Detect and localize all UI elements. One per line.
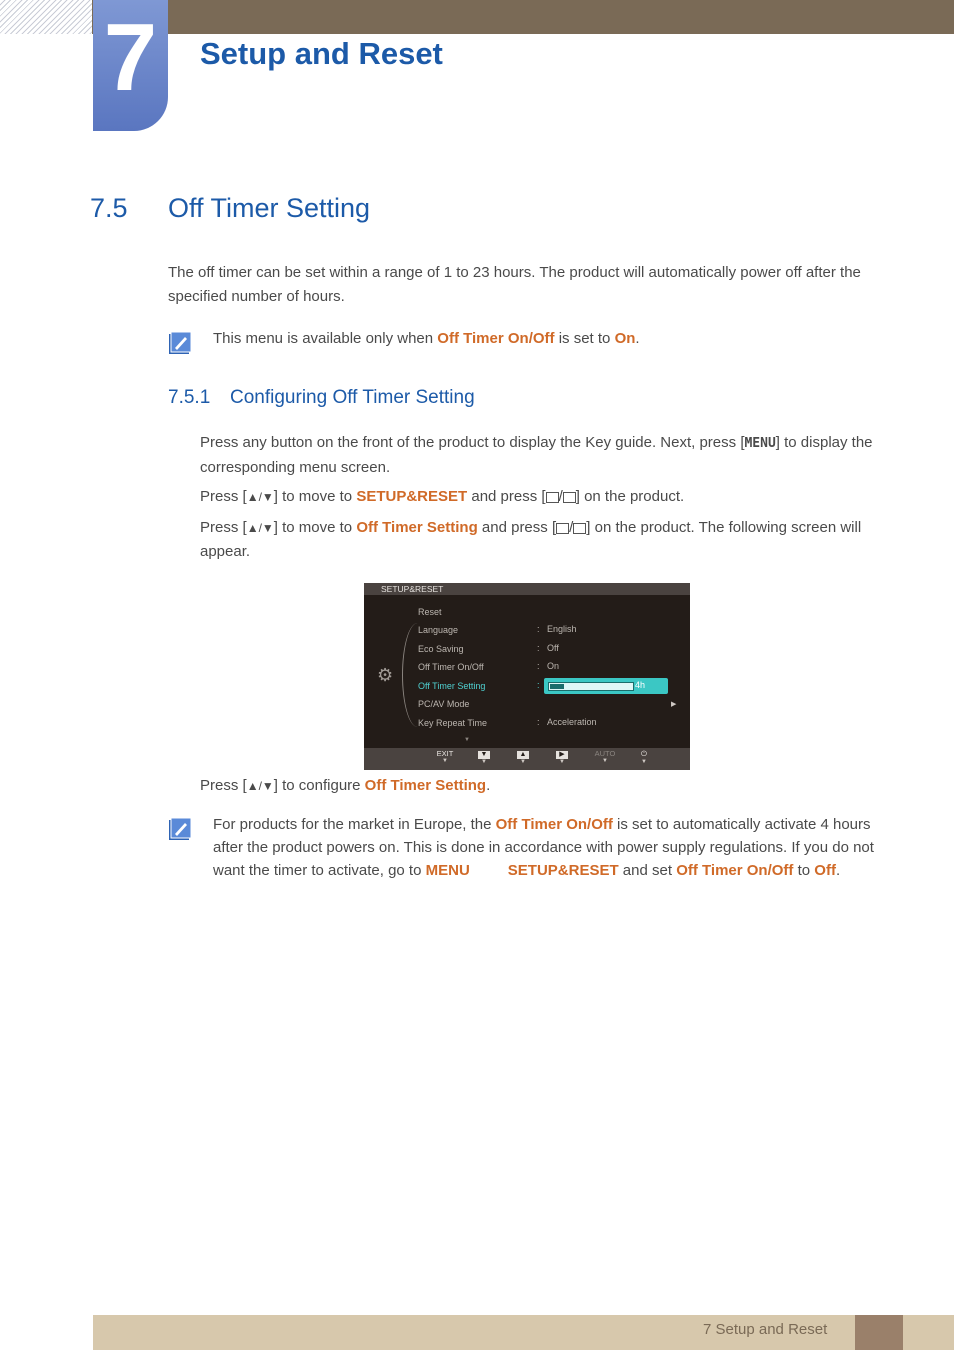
osd-item-reset: Reset	[418, 607, 442, 617]
footer-page-block	[855, 1315, 903, 1350]
play-arrow-icon: ▶	[556, 751, 568, 759]
osd-up-button: ▲ ▼	[511, 749, 535, 765]
highlight-on: On	[614, 330, 636, 347]
note-icon	[168, 817, 192, 841]
osd-value-off-timer-setting: 4h	[635, 680, 646, 690]
osd-off-timer-slider	[544, 678, 668, 694]
step-3: Press [▲/▼] to move to Off Timer Setting and press [ / ] on the product. The following screen will appear.	[200, 519, 862, 560]
osd-value-off-timer-onoff: On	[547, 661, 560, 671]
osd-item-off-timer-onoff: Off Timer On/Off	[418, 662, 484, 672]
chapter-title: Setup and Reset	[200, 36, 443, 71]
note-availability: This menu is available only when Off Timer On/Off is set to On.	[213, 330, 640, 347]
osd-item-off-timer-setting: Off Timer Setting	[418, 681, 486, 691]
subsection-heading	[168, 387, 475, 409]
highlight-menu: MENU	[425, 862, 470, 879]
osd-value-key-repeat-time: Acceleration	[547, 717, 597, 727]
highlight-off: Off	[814, 862, 836, 879]
subsection-number: 7.5.1	[168, 387, 211, 408]
gear-icon: ⚙	[377, 665, 394, 685]
menu-key-label: MENU	[744, 436, 776, 451]
highlight-off-timer-setting: Off Timer Setting	[364, 777, 487, 794]
highlight-off-timer-onoff: Off Timer On/Off	[676, 862, 794, 879]
up-down-arrows-icon: ▲/▼	[246, 779, 274, 793]
osd-value-eco-saving: Off	[547, 643, 559, 653]
up-arrow-icon: ▲	[517, 751, 529, 759]
osd-slider-fill	[550, 684, 564, 689]
section-number: 7.5	[90, 193, 128, 223]
chapter-number: 7	[103, 4, 158, 111]
header-hatch-pattern	[0, 0, 92, 34]
note-europe: For products for the market in Europe, the Off Timer On/Off is set to automatically activate 4 hours after the product powers on. This is done in accordance with power supply regulations. If you do not want the timer to activate, go to MENU SETUP&RESET and set Off Timer On/Off to Off.	[213, 816, 874, 879]
chapter-number-tab	[93, 0, 168, 131]
osd-enter-button: ▶ ▼	[550, 749, 574, 765]
highlight-off-timer-onoff: Off Timer On/Off	[437, 330, 555, 347]
osd-item-key-repeat-time: Key Repeat Time	[418, 718, 488, 728]
down-arrow-icon: ▼	[478, 751, 490, 759]
osd-down-button: ▼ ▼	[472, 749, 496, 765]
step-4: Press [▲/▼] to configure Off Timer Setting.	[200, 777, 491, 794]
highlight-setup-reset: SETUP&RESET	[356, 488, 468, 505]
step-1: Press any button on the front of the product to display the Key guide. Next, press [MENU] to display the corresponding menu screen.	[200, 434, 873, 476]
osd-arc-decoration	[402, 623, 433, 727]
power-icon: ⏻	[641, 749, 647, 758]
osd-more-down-icon: ▼	[464, 737, 470, 743]
section-intro: The off timer can be set within a range of 1 to 23 hours. The product will automatically power off after the specified number of hours.	[168, 264, 861, 305]
subsection-title: Configuring Off Timer Setting	[230, 387, 475, 408]
osd-value-language: English	[547, 624, 577, 634]
highlight-setup-reset: SETUP&RESET	[507, 862, 619, 879]
osd-item-language: Language	[418, 625, 459, 635]
footer-chapter-label: 7 Setup and Reset	[703, 1321, 828, 1338]
osd-exit-button: EXIT ▼	[436, 749, 454, 764]
source-enter-icon: /	[546, 488, 576, 505]
up-down-arrows-icon: ▲/▼	[246, 490, 274, 504]
osd-menu-screen: SETUP&RESET ⚙ Reset Language : English Eco Saving : Off Off Timer On/Off : On Off Timer Setting : 4h PC/AV Mode ▶ Key Repeat Time : Acceleration ▼ EXIT ▼ ▼ ▼ ▲ ▼ ▶ ▼ AUTO ▼ ⏻ ▼	[364, 583, 690, 770]
note-icon	[168, 331, 192, 355]
step-2: Press [▲/▼] to move to SETUP&RESET and press [ / ] on the product.	[200, 488, 685, 505]
up-down-arrows-icon: ▲/▼	[246, 521, 274, 535]
osd-submenu-arrow-icon: ▶	[671, 701, 677, 708]
osd-power-button: ⏻ ▼	[641, 749, 647, 765]
osd-auto-button: AUTO ▼	[594, 749, 616, 764]
osd-title: SETUP&RESET	[381, 584, 444, 594]
highlight-off-timer-setting: Off Timer Setting	[356, 519, 478, 536]
section-heading	[90, 193, 370, 224]
section-title: Off Timer Setting	[168, 193, 371, 223]
osd-item-eco-saving: Eco Saving	[418, 644, 464, 654]
osd-item-pcav-mode: PC/AV Mode	[418, 699, 470, 709]
highlight-off-timer-onoff: Off Timer On/Off	[495, 816, 613, 833]
source-enter-icon: /	[556, 519, 586, 536]
